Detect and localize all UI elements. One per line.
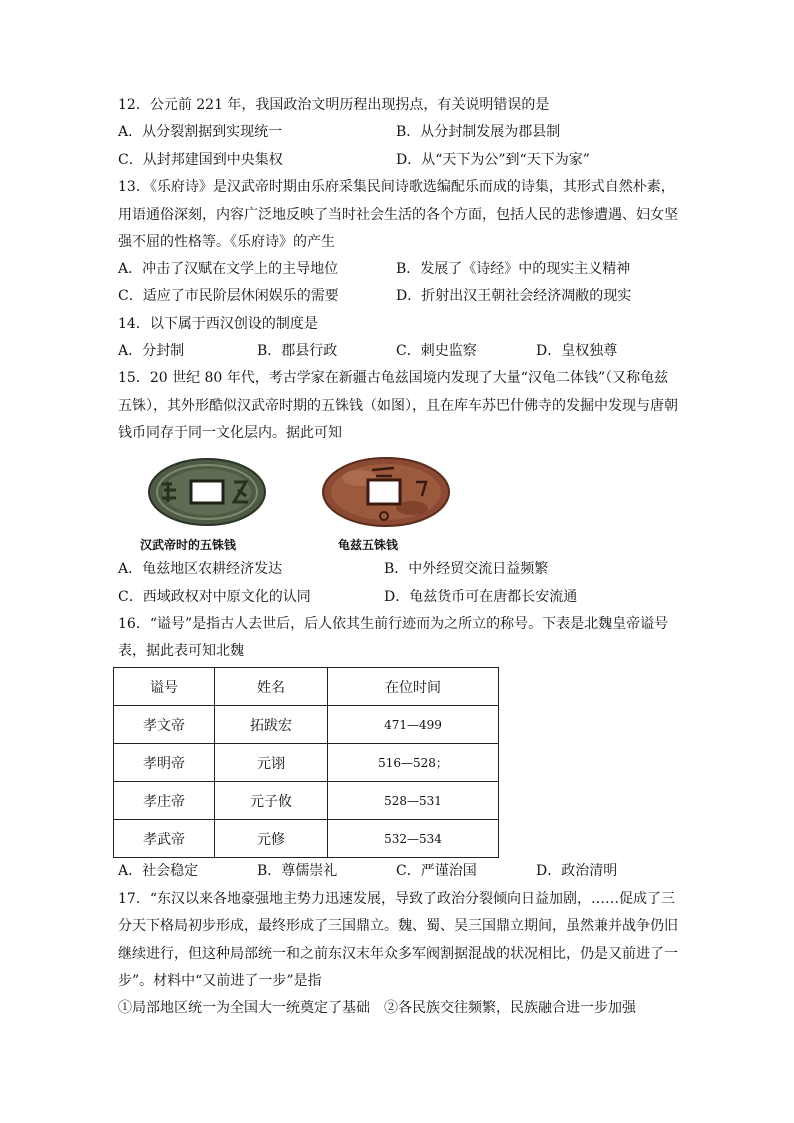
- q12-option-c: C．从封邦建国到中央集权: [118, 152, 283, 168]
- table-cell: 528—531: [328, 782, 499, 820]
- q16-option-b: B．尊儒崇礼: [257, 863, 338, 879]
- q13-option-a: A．冲击了汉赋在文学上的主导地位: [118, 261, 339, 277]
- q13-option-c: C．适应了市民阶层休闲娱乐的需要: [118, 288, 339, 304]
- q17-stem-line2: 分天下格局初步形成，最终形成了三国鼎立。魏、蜀、吴三国鼎立期间，虽然兼并战争仍旧: [118, 918, 678, 934]
- table-cell: 471—499: [328, 706, 499, 744]
- qiuci-coin-caption: 龟兹五铢钱: [338, 538, 399, 552]
- table-cell: 元子攸: [215, 782, 328, 820]
- table-header: 谥号: [114, 668, 215, 706]
- q15-option-b: B．中外经贸交流日益频繁: [384, 561, 549, 577]
- q14-option-b: B．郡县行政: [257, 343, 338, 359]
- q17-stem-line1: 17．“东汉以来各地豪强地主势力迅速发展，导致了政治分裂倾向日益加剧，……促成了三: [118, 891, 675, 907]
- q12-option-b: B．从分封制发展为郡县制: [396, 124, 561, 140]
- q12-option-d: D．从“天下为公”到“天下为家”: [396, 152, 590, 168]
- qiuci-wuzhu-coin-image: [323, 458, 449, 526]
- table-cell: 孝庄帝: [114, 782, 215, 820]
- q16-option-a: A．社会稳定: [118, 863, 199, 879]
- q17-stem-line3: 继续进行，但这种局部统一和之前东汉末年众多军阀割据混战的状况相比，仍是又前进了一: [118, 946, 678, 962]
- q15-option-c: C．西域政权对中原文化的认同: [118, 589, 311, 605]
- table-cell: 孝文帝: [114, 706, 215, 744]
- q14-option-c: C．刺史监察: [396, 343, 477, 359]
- coin-figure: [140, 456, 460, 552]
- table-row: [114, 782, 499, 820]
- q13-stem-line1: 13．《乐府诗》是汉武帝时期由乐府采集民间诗歌选编配乐而成的诗集，其形式自然朴素，: [118, 179, 675, 195]
- table-cell: 元修: [215, 820, 328, 858]
- emperor-posthumous-title-table: [113, 667, 499, 858]
- q16-stem-line1: 16．“谥号”是指古人去世后，后人依其生前行迹而为之所立的称号。下表是北魏皇帝谥号: [118, 616, 669, 632]
- table-header: 姓名: [215, 668, 328, 706]
- coin-images: [140, 456, 460, 536]
- table-cell: 516—528；: [328, 744, 499, 782]
- q13-option-b: B．发展了《诗经》中的现实主义精神: [396, 261, 631, 277]
- q12-option-a: A．从分裂割据到实现统一: [118, 124, 283, 140]
- q17-stem-line4: 步”。材料中“又前进了一步”是指: [118, 973, 322, 989]
- q16-stem-line2: 表，据此表可知北魏: [118, 643, 244, 659]
- q15-stem-line2: 五铢），其外形酷似汉武帝时期的五铢钱（如图），且在库车苏巴什佛寺的发掘中发现与唐朝: [118, 398, 678, 414]
- table-header: 在位时间: [328, 668, 499, 706]
- table-header-row: [114, 668, 499, 706]
- q14-stem: 14．以下属于西汉创设的制度是: [118, 316, 318, 332]
- table-cell: 孝武帝: [114, 820, 215, 858]
- q15-option-d: D．龟兹货币可在唐都长安流通: [384, 589, 578, 605]
- table-row: [114, 744, 499, 782]
- q15-option-a: A．龟兹地区农耕经济发达: [118, 561, 283, 577]
- table-cell: 拓跋宏: [215, 706, 328, 744]
- table-row: [114, 706, 499, 744]
- q14-option-d: D．皇权独尊: [536, 343, 618, 359]
- han-coin-caption: 汉武帝时的五铢钱: [140, 538, 237, 552]
- q16-option-c: C．严谨治国: [396, 863, 477, 879]
- q13-stem-line2: 用语通俗深刻，内容广泛地反映了当时社会生活的各个方面，包括人民的悲惨遭遇、妇女坚: [118, 207, 678, 223]
- q15-stem-line1: 15．20 世纪 80 年代，考古学家在新疆古龟兹国境内发现了大量“汉龟二体钱”（又称龟兹: [118, 370, 669, 386]
- q12-stem: 12．公元前 221 年，我国政治文明历程出现拐点，有关说明错误的是: [118, 97, 550, 113]
- q13-stem-line3: 强不屈的性格等。《乐府诗》的产生: [118, 234, 335, 250]
- q15-stem-line3: 钱币同存于同一文化层内。据此可知: [118, 425, 342, 441]
- q13-option-d: D．折射出汉王朝社会经济凋敝的现实: [396, 288, 632, 304]
- table-row: [114, 820, 499, 858]
- table-cell: 532—534: [328, 820, 499, 858]
- q14-option-a: A．分封制: [118, 343, 185, 359]
- q16-option-d: D．政治清明: [536, 863, 618, 879]
- table-cell: 元诩: [215, 744, 328, 782]
- q17-statements: ①局部地区统一为全国大一统奠定了基础 ②各民族交往频繁，民族融合进一步加强: [118, 1000, 636, 1016]
- han-wuzhu-coin-image: [149, 459, 265, 525]
- table-cell: 孝明帝: [114, 744, 215, 782]
